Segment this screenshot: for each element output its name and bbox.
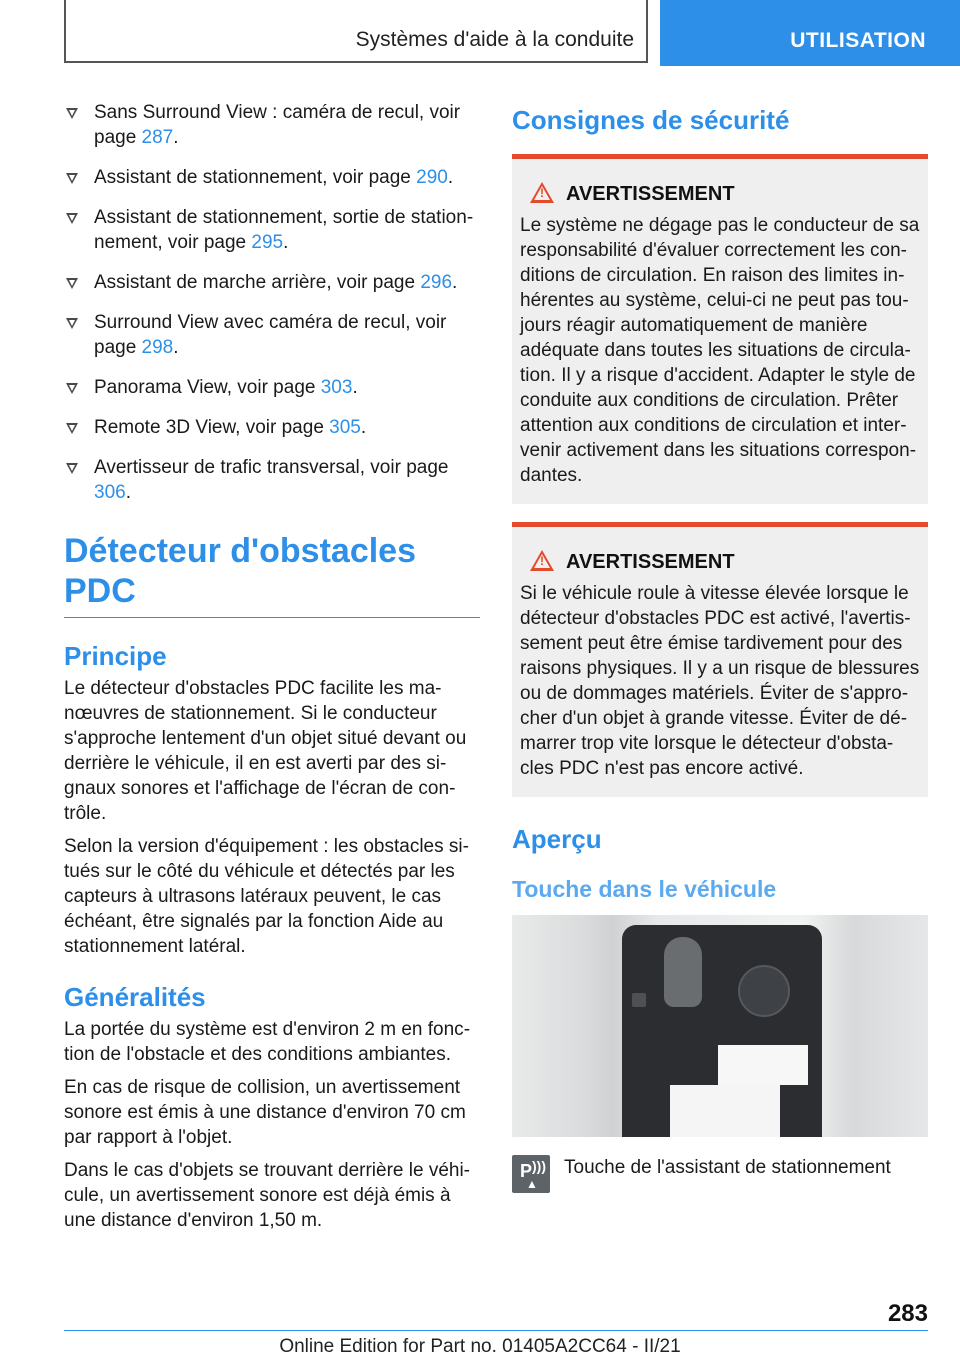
page-link[interactable]: 296 [420, 272, 453, 293]
warning-label: AVERTISSEMENT [566, 551, 735, 573]
chapter-tab [660, 0, 960, 66]
cross-reference-item [64, 100, 480, 150]
punctuation: . [352, 377, 358, 398]
footer-divider [64, 1330, 928, 1331]
warning-text: Si le véhicule roule à vitesse élevée lorsque le détecteur d'obstacles PDC est activé, l'avertissement peut être émise tardivement pour des raisons physiques. Il y a un risque de blessures ou de dommages matériels. Éviter de s'approcher d'un objet à grande vitesse. Éviter de démarrer trop vite lorsque le détecteur d'obstacles PDC n'est pas encore activé. [520, 583, 920, 779]
left-column [64, 100, 480, 1241]
section-heading: Détecteur d'obstacles PDC [64, 531, 480, 618]
punctuation: . [283, 232, 289, 253]
pdc-button-shape [632, 993, 646, 1007]
caption-text: Touche de l'assistant de stationnement [564, 1157, 891, 1178]
cross-reference-item [64, 375, 480, 400]
warning-text: Le système ne dégage pas le conducteur de sa responsabilité d'évaluer correctement les conditions de circulation. En raison des limites inhérentes au système, celui-ci ne peut pas toujours réagir automatiquement de manière adéquate dans toutes les situations de circulation. Il y a risque d'accident. Adapter le style de conduite aux conditions de circulation. Prêter attention aux conditions de circulation et intervenir activement dans les situations correspondantes. [520, 215, 920, 486]
center-console-photo [512, 915, 928, 1137]
cross-reference-text: Avertisseur de trafic transversal, voir page [94, 457, 449, 478]
section-tab [64, 0, 648, 63]
page-link[interactable]: 306 [94, 482, 126, 503]
triangle-bullet-icon [66, 213, 78, 224]
cross-reference-text: Remote 3D View, voir page [94, 417, 330, 438]
triangle-bullet-icon [66, 278, 78, 289]
button-caption [512, 1155, 928, 1195]
cross-reference-item [64, 455, 480, 505]
punctuation: . [452, 272, 458, 293]
warning-box-1 [512, 154, 928, 504]
apercu-heading: Aperçu [512, 824, 602, 854]
console-lower-panel-shape [670, 1085, 780, 1137]
page-link[interactable]: 303 [320, 377, 353, 398]
exclamation-icon: ! [540, 186, 544, 200]
section-title: Systèmes d'aide à la conduite [355, 28, 634, 51]
right-column [512, 100, 928, 1195]
cross-reference-item [64, 205, 480, 255]
chapter-title: UTILISATION [790, 29, 926, 52]
page-link[interactable]: 305 [329, 417, 361, 438]
triangle-bullet-icon [66, 423, 78, 434]
cross-reference-item [64, 310, 480, 360]
page-link[interactable]: 295 [251, 232, 284, 253]
punctuation: . [360, 417, 367, 438]
generalites-heading: Généralités [64, 982, 206, 1012]
cross-reference-text: Sans Surround View : caméra de recul, voir page [94, 102, 461, 148]
safety-heading: Consignes de sécurité [512, 105, 790, 135]
triangle-bullet-icon [66, 463, 78, 474]
cross-reference-text: Assistant de marche arrière, voir page [94, 272, 421, 293]
cross-reference-text: Surround View avec caméra de recul, voir page [94, 312, 447, 358]
warning-box-2 [512, 522, 928, 797]
punctuation: . [125, 482, 131, 503]
controller-dial-shape [738, 965, 790, 1017]
exclamation-icon: ! [540, 554, 544, 568]
cross-reference-item [64, 415, 480, 440]
cross-reference-text: Assistant de stationnement, sortie de stationnement, voir page [94, 207, 474, 253]
page-header [0, 0, 960, 66]
triangle-bullet-icon [66, 383, 78, 394]
triangle-bullet-icon [66, 318, 78, 329]
principe-paragraph-1: Le détecteur d'obstacles PDC facilite les manœuvres de stationnement. Si le conducteur s'approche lentement d'un objet situé devant ou derrière le véhicule, il en est averti par des signaux sonores et l'affichage de l'écran de contrôle. [64, 678, 467, 824]
punctuation: . [447, 167, 454, 188]
parking-assistant-icon: P ))) ▲ [512, 1155, 550, 1193]
page-link[interactable]: 298 [141, 337, 174, 358]
triangle-bullet-icon [66, 108, 78, 119]
touche-heading: Touche dans le véhicule [512, 876, 777, 902]
punctuation: . [173, 127, 179, 148]
triangle-bullet-icon [66, 173, 78, 184]
cross-reference-item [64, 270, 480, 295]
generalites-paragraph-1: La portée du système est d'environ 2 m en fonction de l'obstacle et des conditions ambiantes. [64, 1019, 471, 1065]
cross-reference-list [64, 100, 480, 505]
generalites-paragraph-3: Dans le cas d'objets se trouvant derrière le véhicule, un avertissement sonore est déjà émis à une distance d'environ 1,50 m. [64, 1160, 470, 1231]
principe-heading: Principe [64, 641, 167, 671]
cross-reference-text: Assistant de stationnement, voir page [94, 167, 417, 188]
cross-reference-item [64, 165, 480, 190]
generalites-paragraph-2: En cas de risque de collision, un avertissement sonore est émis à une distance d'environ 70 cm par rapport à l'objet. [64, 1077, 466, 1148]
page-link[interactable]: 287 [141, 127, 174, 148]
console-panel-shape [718, 1045, 808, 1085]
cross-reference-text: Panorama View, voir page [94, 377, 321, 398]
page-number: 283 [887, 1300, 928, 1327]
principe-paragraph-2: Selon la version d'équipement : les obstacles situés sur le côté du véhicule et détectés par les capteurs à ultrasons latéraux peuvent, le cas échéant, être signalés par la fonction Aide au stationnement latéral. [64, 836, 469, 957]
punctuation: . [173, 337, 179, 358]
edition-footer: Online Edition for Part no. 01405A2CC64 - II/21 [279, 1336, 681, 1357]
warning-label: AVERTISSEMENT [566, 183, 735, 205]
gear-selector-shape [664, 937, 702, 1007]
page-link[interactable]: 290 [416, 167, 448, 188]
